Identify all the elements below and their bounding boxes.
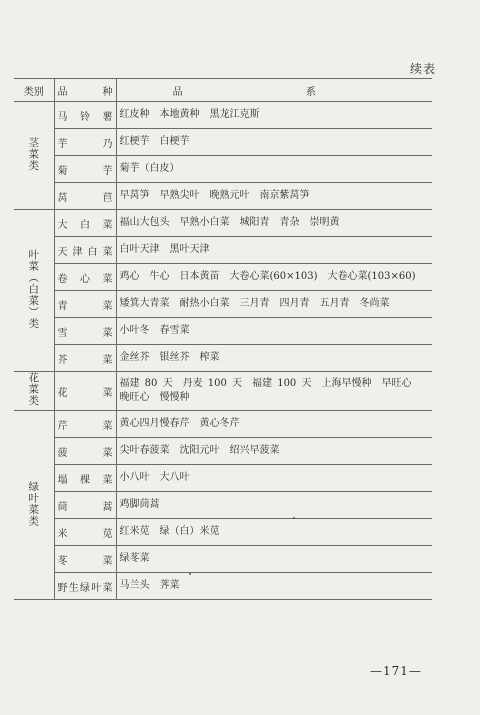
- table-row: [14, 237, 432, 264]
- crop-cell: 芹 菜: [54, 411, 116, 438]
- crop-cell: 花 菜: [54, 372, 116, 411]
- variety-cell: 菊芋（白皮）: [116, 156, 432, 183]
- table-row: [14, 411, 432, 438]
- category-label: 茎菜类: [27, 136, 40, 172]
- crop-cell: 芋 乃: [54, 129, 116, 156]
- table-row: [14, 573, 432, 600]
- crop-cell: 芥 菜: [54, 345, 116, 372]
- variety-cell: 矮箕大青菜 耐热小白菜 三月青 四月青 五月青 冬尚菜: [116, 291, 432, 318]
- crop-cell: 大 白 菜: [54, 210, 116, 237]
- variety-cell: 黄心四月慢春芹 黄心冬芹: [116, 411, 432, 438]
- table-row: [14, 318, 432, 345]
- variety-cell: 鸡脚茼蒿: [116, 492, 432, 519]
- crop-cell: 茼 蒿: [54, 492, 116, 519]
- variety-cell: 白叶天津 黑叶天津: [116, 237, 432, 264]
- table-row: [14, 546, 432, 573]
- variety-cell: 绿苳菜: [116, 546, 432, 573]
- crop-cell: 青 菜: [54, 291, 116, 318]
- table-row: [14, 291, 432, 318]
- crop-cell: 雪 菜: [54, 318, 116, 345]
- vegetable-variety-table: [14, 78, 432, 600]
- table-header-row: [14, 79, 432, 102]
- table-row: [14, 438, 432, 465]
- crop-cell: 野生绿叶菜: [54, 573, 116, 600]
- variety-cell: 尖叶春菠菜 沈阳元叶 绍兴早菠菜: [116, 438, 432, 465]
- continued-label: 续表: [409, 62, 436, 76]
- variety-cell: 金丝芥 银丝芥 榨菜: [116, 345, 432, 372]
- variety-cell: 福建 80 天 丹麦 100 天 福建 100 天 上海早慢种 早旺心 晚旺心 慢慢种: [116, 372, 432, 411]
- category-cell: [14, 210, 54, 372]
- crop-cell: 天津白菜: [54, 237, 116, 264]
- category-label: 叶菜（白菜）类: [27, 248, 40, 330]
- header-crop: 品 种: [54, 79, 116, 102]
- crop-cell: 塌 棵 菜: [54, 465, 116, 492]
- variety-cell: 小八叶 大八叶: [116, 465, 432, 492]
- table-row: [14, 345, 432, 372]
- table-row: [14, 465, 432, 492]
- table-body: [14, 102, 432, 600]
- category-label: 花菜类: [27, 372, 40, 407]
- table-row: [14, 210, 432, 237]
- print-speck: [189, 573, 191, 575]
- category-cell: [14, 102, 54, 210]
- variety-cell: 早莴笋 早熟尖叶 晚熟元叶 南京紫莴笋: [116, 183, 432, 210]
- variety-cell: 鸡心 牛心 日本黄苗 大卷心菜(60×103) 大卷心菜(103×60): [116, 264, 432, 291]
- crop-cell: 菊 芋: [54, 156, 116, 183]
- table-row: [14, 102, 432, 129]
- category-label: 绿叶菜类: [27, 480, 40, 527]
- crop-cell: 苳 菜: [54, 546, 116, 573]
- table-row: [14, 183, 432, 210]
- table-row: [14, 264, 432, 291]
- print-speck: [293, 517, 295, 519]
- variety-cell: 红梗芋 白梗芋: [116, 129, 432, 156]
- variety-cell: 红皮种 本地黄种 黑龙江克斯: [116, 102, 432, 129]
- crop-cell: 菠 菜: [54, 438, 116, 465]
- crop-cell: 莴 苣: [54, 183, 116, 210]
- variety-cell: 马兰头 荠菜: [116, 573, 432, 600]
- header-variety: 品 系: [116, 79, 432, 102]
- table-row: [14, 129, 432, 156]
- category-cell: [14, 411, 54, 600]
- variety-cell: 红米苋 绿（白）米苋: [116, 519, 432, 546]
- crop-cell: 米 苋: [54, 519, 116, 546]
- table-row: [14, 492, 432, 519]
- table-row: [14, 156, 432, 183]
- page-number: —171—: [370, 664, 422, 678]
- table-row: [14, 519, 432, 546]
- header-category: 类别: [14, 79, 54, 102]
- crop-cell: 卷 心 菜: [54, 264, 116, 291]
- table-row: [14, 372, 432, 411]
- variety-cell: 小叶冬 春雪菜: [116, 318, 432, 345]
- crop-cell: 马 铃 薯: [54, 102, 116, 129]
- variety-cell: 福山大包头 早熟小白菜 城阳青 青杂 崇明黄: [116, 210, 432, 237]
- category-cell: [14, 372, 54, 411]
